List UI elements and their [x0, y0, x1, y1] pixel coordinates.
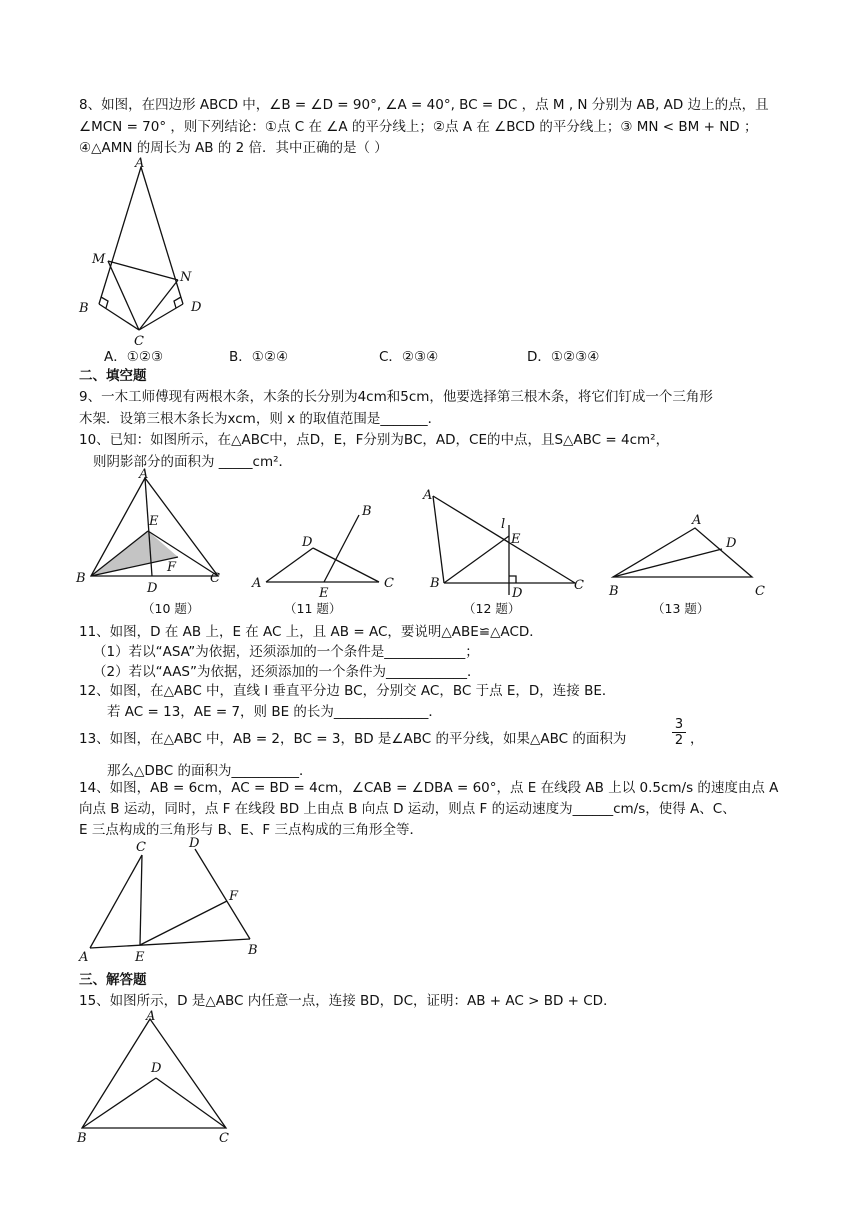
fig12 [420, 485, 590, 622]
q13-line1: 13、如图，在△ABC 中，AB = 2，BC = 3，BD 是∠ABC 的平分线，如果△ABC 的面积为 [79, 731, 627, 747]
section-2-heading: 二、填空题 [79, 368, 147, 384]
q13-line2: 那么△DBC 的面积为__________． [107, 763, 313, 779]
f12-label-c: C [574, 578, 584, 593]
f10-label-c: C [210, 571, 220, 586]
q8-label-c: C [134, 334, 144, 349]
f11-label-a: A [252, 576, 262, 591]
q15-label-c: C [219, 1131, 229, 1146]
q8-choice-d: D．①②③④ [527, 349, 600, 365]
f10-label-d: D [147, 581, 158, 596]
f12-caption: （12 题） [463, 601, 521, 616]
q11-line3: （2）若以“AAS”为依据，还须添加的一个条件为____________． [93, 664, 481, 680]
q10-line1: 10、已知：如图所示，在△ABC中，点D，E，F分别为BC，AD，CE的中点，且S△ABC = 4cm²， [79, 432, 670, 448]
f12-label-e: E [511, 532, 521, 547]
q14-label-a: A [79, 950, 89, 965]
section-3-heading: 三、解答题 [79, 972, 147, 988]
q15-line1: 15、如图所示，D 是△ABC 内任意一点，连接 BD，DC，证明：AB + AC > BD + CD． [79, 993, 617, 1009]
q13-frac-den: 2 [672, 732, 686, 748]
q9-line2: 木架．设第三根木条长为xcm，则 x 的取值范围是_______． [79, 411, 442, 427]
q12-line1: 12、如图，在△ABC 中，直线 l 垂直平分边 BC，分别交 AC，BC 于点 E，D，连接 BE． [79, 683, 616, 699]
f10-caption: （10 题） [142, 601, 200, 616]
q8-line1: 8、如图，在四边形 ABCD 中，∠B = ∠D = 90°, ∠A = 40°, BC = DC ，点 M , N 分别为 AB, AD 边上的点，且 [79, 97, 769, 113]
fig13 [600, 505, 780, 622]
fig11 [245, 495, 405, 622]
q14-line3: E 三点构成的三角形与 B、E、F 三点构成的三角形全等． [79, 822, 423, 838]
q12-line2: 若 AC = 13，AE = 7，则 BE 的长为______________． [107, 704, 442, 720]
q14-label-d: D [189, 836, 200, 851]
f12-label-d: D [512, 586, 523, 601]
q8-label-m: M [92, 252, 106, 267]
q8-line3: ④△AMN 的周长为 AB 的 2 倍．其中正确的是（ ） [79, 140, 388, 156]
q8-label-b: B [79, 301, 89, 316]
q14-label-c: C [136, 840, 146, 855]
q10-line2: 则阴影部分的面积为 _____cm²． [93, 454, 293, 470]
f13-label-c: C [755, 584, 765, 599]
f11-caption: （11 题） [284, 601, 342, 616]
f10-label-a: A [139, 467, 149, 482]
f10-label-f: F [167, 560, 177, 575]
q15-figure [70, 1008, 250, 1148]
q13-fraction [672, 717, 686, 748]
q11-line1: 11、如图，D 在 AB 上，E 在 AC 上，且 AB = AC，要说明△ABE≌△ACD． [79, 624, 543, 640]
f12-label-b: B [430, 576, 440, 591]
q15-label-a: A [146, 1009, 156, 1024]
f13-label-a: A [692, 513, 702, 528]
f11-label-e: E [319, 586, 329, 601]
q8-choice-b: B．①②④ [229, 349, 289, 365]
f13-caption: （13 题） [652, 601, 710, 616]
f10-label-b: B [76, 571, 86, 586]
q15-label-b: B [77, 1131, 87, 1146]
f10-label-e: E [149, 514, 159, 529]
q8-choice-c: C．②③④ [379, 349, 439, 365]
q8-figure [70, 155, 220, 350]
f11-label-d: D [302, 535, 313, 550]
f11-label-b: B [362, 504, 372, 519]
q14-label-b: B [248, 943, 258, 958]
f12-label-l: l [501, 517, 506, 532]
q9-line1: 9、一木工师傅现有两根木条，木条的长分别为4cm和5cm，他要选择第三根木条，将它们钉成一个三角形 [79, 389, 713, 405]
q11-line2: （1）若以“ASA”为依据，还须添加的一个条件是____________； [93, 644, 479, 660]
q14-figure [70, 835, 270, 970]
fig10 [75, 467, 235, 622]
f11-label-c: C [384, 576, 394, 591]
q14-label-f: F [229, 889, 239, 904]
f13-label-d: D [726, 536, 737, 551]
q8-label-d: D [191, 300, 202, 315]
q15-label-d: D [151, 1061, 162, 1076]
f12-label-a: A [423, 488, 433, 503]
q13-line1-end: ， [690, 731, 704, 747]
q14-label-e: E [135, 950, 145, 965]
q8-label-n: N [180, 270, 192, 285]
q13-frac-num: 3 [674, 717, 684, 732]
q8-line2: ∠MCN = 70° ，则下列结论：①点 C 在 ∠A 的平分线上；②点 A 在 ∠BCD 的平分线上；③ MN < BM + ND ； [79, 119, 758, 135]
q8-choice-a: A．①②③ [104, 349, 164, 365]
f13-label-b: B [609, 584, 619, 599]
q14-line2: 向点 B 运动，同时，点 F 在线段 BD 上由点 B 向点 D 运动，则点 F 的运动速度为______cm/s，使得 A、C、 [79, 801, 736, 817]
q14-line1: 14、如图，AB = 6cm，AC = BD = 4cm，∠CAB = ∠DBA = 60°，点 E 在线段 AB 上以 0.5cm/s 的速度由点 A [79, 780, 779, 796]
q8-label-a: A [135, 156, 145, 171]
